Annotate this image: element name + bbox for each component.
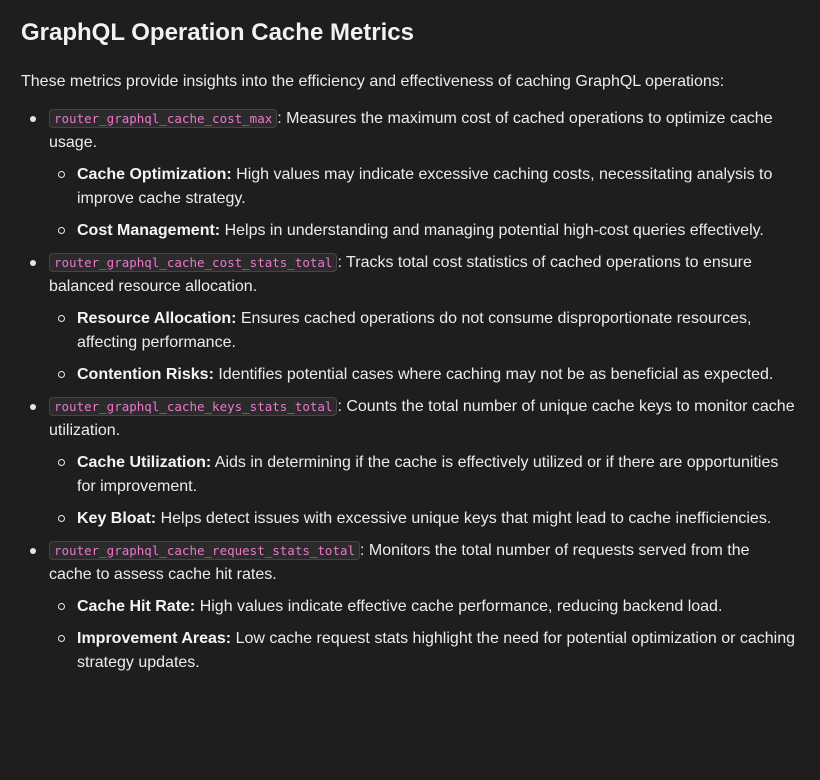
metric-details-list	[49, 163, 796, 243]
detail-text: Identifies potential cases where caching may not be as beneficial as expected.	[213, 366, 774, 383]
detail-text: Aids in determining if the cache is effectively utilized or if there are opportunities for improvement.	[77, 454, 779, 495]
metric-item	[21, 539, 796, 675]
metric-code: router_graphql_cache_cost_max	[49, 109, 277, 128]
detail-item	[49, 219, 796, 243]
detail-text: Ensures cached operations do not consume disproportionate resources, affecting performance.	[77, 310, 752, 351]
detail-item	[49, 595, 796, 619]
metric-description: : Tracks total cost statistics of cached operations to ensure balanced resource allocation.	[49, 254, 752, 295]
detail-text: Helps in understanding and managing potential high-cost queries effectively.	[220, 222, 764, 239]
detail-label: Cache Optimization:	[77, 166, 232, 183]
detail-item	[49, 627, 796, 675]
metric-item	[21, 107, 796, 243]
metric-description: : Measures the maximum cost of cached operations to optimize cache usage.	[49, 110, 773, 151]
detail-label: Cache Hit Rate:	[77, 598, 196, 615]
detail-text: High values indicate effective cache performance, reducing backend load.	[195, 598, 723, 615]
metric-description: : Counts the total number of unique cache keys to monitor cache utilization.	[49, 398, 795, 439]
detail-item	[49, 507, 796, 531]
detail-label: Contention Risks:	[77, 366, 214, 383]
detail-item	[49, 307, 796, 355]
detail-label: Resource Allocation:	[77, 310, 237, 327]
page-title: GraphQL Operation Cache Metrics	[21, 19, 414, 46]
metric-code: router_graphql_cache_keys_stats_total	[49, 397, 337, 416]
detail-text: Helps detect issues with excessive unique keys that might lead to cache inefficiencies.	[156, 510, 772, 527]
intro-paragraph: These metrics provide insights into the efficiency and effectiveness of caching GraphQL operations:	[21, 73, 725, 90]
detail-text: Low cache request stats highlight the need for potential optimization or caching strategy updates.	[77, 630, 796, 671]
metric-item	[21, 395, 796, 531]
detail-label: Key Bloat:	[77, 510, 157, 527]
detail-label: Improvement Areas:	[77, 630, 232, 647]
metric-details-list	[49, 595, 796, 675]
metric-details-list	[49, 451, 796, 531]
detail-text: High values may indicate excessive caching costs, necessitating analysis to improve cache strategy.	[77, 166, 773, 207]
metric-item	[21, 251, 796, 387]
metric-details-list	[49, 307, 796, 387]
metrics-list	[21, 107, 796, 675]
metric-code: router_graphql_cache_cost_stats_total	[49, 253, 337, 272]
detail-label: Cost Management:	[77, 222, 221, 239]
detail-item	[49, 451, 796, 499]
metric-code: router_graphql_cache_request_stats_total	[49, 541, 360, 560]
detail-item	[49, 363, 796, 387]
detail-item	[49, 163, 796, 211]
metric-description: : Monitors the total number of requests served from the cache to assess cache hit rates.	[49, 542, 750, 583]
document	[21, 18, 796, 683]
detail-label: Cache Utilization:	[77, 454, 212, 471]
